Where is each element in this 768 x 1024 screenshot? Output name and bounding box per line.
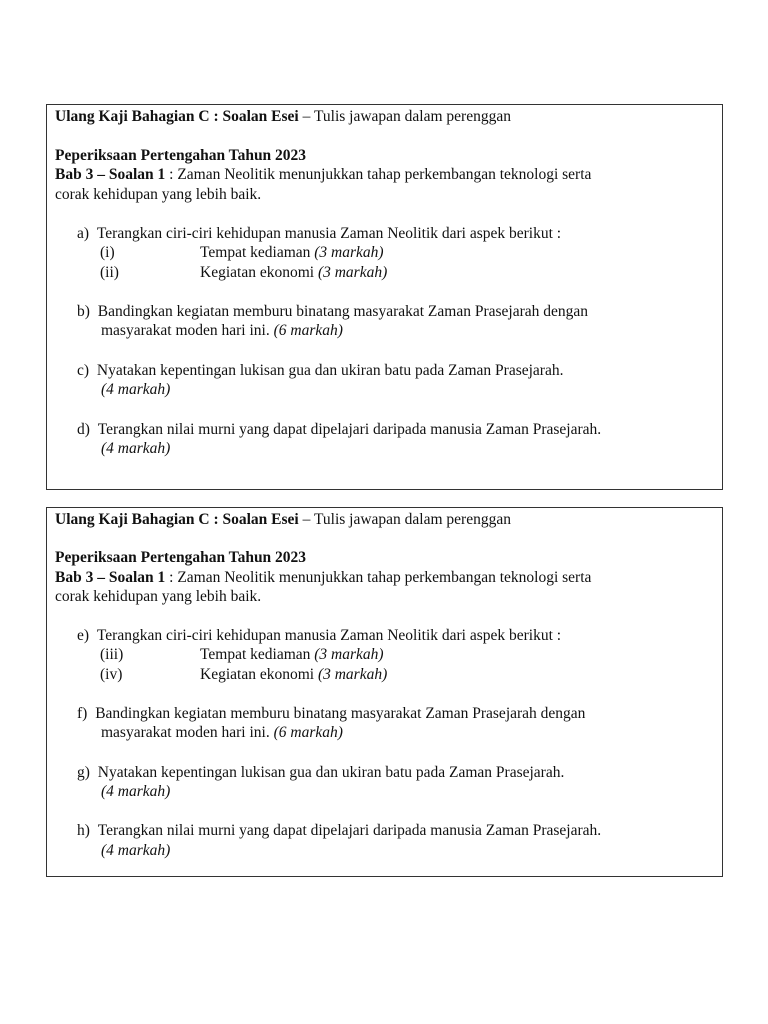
question-text: Bandingkan kegiatan memburu binatang masyarakat Zaman Prasejarah dengan (95, 705, 586, 722)
question-text: Terangkan nilai murni yang dapat dipelajari daripada manusia Zaman Prasejarah. (97, 822, 602, 839)
chapter-line: Bab 3 – Soalan 1 : Zaman Neolitik menunjukkan tahap perkembangan teknologi serta (55, 166, 592, 183)
marks-label: (4 markah) (101, 440, 171, 457)
question-d (77, 420, 601, 440)
card-header-title: Ulang Kaji Bahagian C : Soalan Esei (55, 108, 299, 125)
question-b (77, 302, 588, 322)
card-header-instruction: – Tulis jawapan dalam perenggan (298, 511, 511, 528)
sub-question-iii: (iii) Tempat kediaman (3 markah) (100, 646, 384, 663)
question-text: Nyatakan kepentingan lukisan gua dan ukiran batu pada Zaman Prasejarah. (96, 362, 564, 379)
sub-question-number: (i) (100, 244, 115, 261)
marks-label: (6 markah) (273, 724, 343, 741)
sub-question-i: (i) Tempat kediaman (3 markah) (100, 244, 384, 261)
question-text: Terangkan ciri-ciri kehidupan manusia Zaman Neolitik dari aspek berikut : (96, 225, 562, 242)
marks-label: (6 markah) (273, 322, 343, 339)
sub-question-ii: (ii) Kegiatan ekonomi (3 markah) (100, 264, 388, 281)
card-header (55, 107, 511, 127)
chapter-line-continued: corak kehidupan yang lebih baik. (55, 588, 262, 605)
sub-question-iv: (iv) Kegiatan ekonomi (3 markah) (100, 666, 388, 683)
chapter-line-continued: corak kehidupan yang lebih baik. (55, 186, 262, 203)
question-b-continued: masyarakat moden hari ini. (6 markah) (101, 322, 343, 339)
question-text: Terangkan ciri-ciri kehidupan manusia Zaman Neolitik dari aspek berikut : (96, 627, 562, 644)
question-text: Nyatakan kepentingan lukisan gua dan ukiran batu pada Zaman Prasejarah. (97, 764, 565, 781)
question-letter: e) (77, 627, 90, 644)
question-text: Bandingkan kegiatan memburu binatang masyarakat Zaman Prasejarah dengan (97, 303, 589, 320)
marks-label: (3 markah) (314, 646, 384, 663)
question-a (77, 224, 561, 244)
exam-title: Peperiksaan Pertengahan Tahun 2023 (55, 549, 307, 566)
question-letter: g) (77, 764, 90, 781)
sub-question-number: (iv) (100, 666, 123, 683)
marks-label: (4 markah) (101, 842, 171, 859)
question-e (77, 626, 561, 646)
marks-label: (4 markah) (101, 381, 171, 398)
card-header-instruction: – Tulis jawapan dalam perenggan (298, 108, 511, 125)
question-h (77, 821, 601, 841)
marks-label: (4 markah) (101, 783, 171, 800)
marks-label: (3 markah) (317, 666, 388, 683)
marks-label: (3 markah) (314, 244, 384, 261)
chapter-label: Bab 3 – Soalan 1 (55, 166, 166, 183)
question-h-marks (101, 841, 170, 861)
sub-question-number: (ii) (100, 264, 119, 281)
question-letter: c) (77, 362, 90, 379)
question-letter: h) (77, 822, 90, 839)
chapter-line: Bab 3 – Soalan 1 : Zaman Neolitik menunjukkan tahap perkembangan teknologi serta (55, 569, 592, 586)
question-f-continued: masyarakat moden hari ini. (6 markah) (101, 724, 343, 741)
sub-question-number: (iii) (100, 646, 124, 663)
exam-title: Peperiksaan Pertengahan Tahun 2023 (55, 147, 307, 164)
question-g-marks (101, 782, 170, 802)
question-f (77, 704, 585, 724)
question-card-2 (46, 507, 723, 877)
card-header-title: Ulang Kaji Bahagian C : Soalan Esei (55, 511, 299, 528)
question-c (77, 361, 563, 381)
question-text: Terangkan nilai murni yang dapat dipelajari daripada manusia Zaman Prasejarah. (97, 421, 602, 438)
card-header (55, 510, 511, 530)
question-d-marks (101, 439, 170, 459)
marks-label: (3 markah) (317, 264, 388, 281)
question-card-1 (46, 104, 723, 490)
question-c-marks (101, 380, 170, 400)
chapter-label: Bab 3 – Soalan 1 (55, 569, 166, 586)
question-g (77, 763, 564, 783)
question-letter: a) (77, 225, 90, 242)
question-letter: f) (77, 705, 88, 722)
question-letter: d) (77, 421, 90, 438)
question-letter: b) (77, 303, 90, 320)
